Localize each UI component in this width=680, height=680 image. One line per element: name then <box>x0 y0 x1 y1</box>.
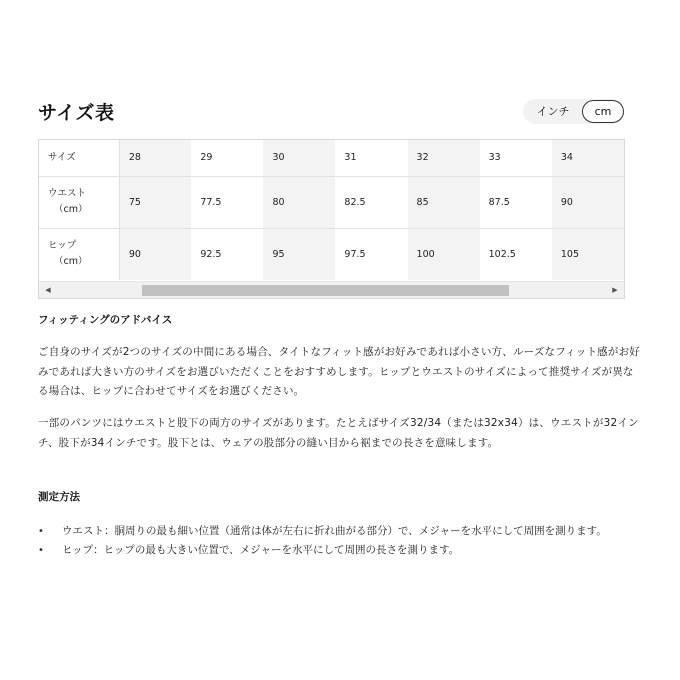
table-cell: 90 <box>119 228 191 280</box>
table-row <box>39 228 624 280</box>
table-cell: 34 <box>552 140 624 176</box>
list-item <box>38 522 642 541</box>
page-title: サイズ表 <box>38 102 115 124</box>
row-header-unit: （cm） <box>54 204 88 215</box>
measurement-heading: 測定方法 <box>38 491 80 503</box>
table-cell: 97.5 <box>344 248 366 260</box>
table-cell: 28 <box>119 140 191 176</box>
table-cell: 100 <box>408 228 480 280</box>
fitting-advice-paragraph-1: ご自身のサイズが2つのサイズの中間にある場合、タイトなフィット感がお好みであれば小さい方、ルーズなフィット感がお好みであれば大きい方のサイズをお選びいただくことをおすすめします。ヒップとウエストのサイズによって推奨サイズが異なる場合は、ヒップに合わせてサイズをお選びください。 <box>38 346 640 397</box>
unit-inch-button[interactable]: インチ <box>536 105 570 118</box>
bullet-icon: • <box>38 545 44 556</box>
size-table-container[interactable] <box>38 139 625 299</box>
table-cell: 31 <box>335 140 407 176</box>
list-item <box>38 541 642 560</box>
table-cell: 77.5 <box>191 176 263 228</box>
table-cell: 33 <box>480 140 552 176</box>
measurement-list <box>38 522 642 560</box>
size-table <box>39 140 624 280</box>
scroll-left-icon[interactable]: ◀ <box>45 286 51 294</box>
table-cell: 102.5 <box>488 248 516 260</box>
size-guide-page <box>38 0 642 680</box>
table-cell: 80 <box>263 176 335 228</box>
table-cell: 29 <box>191 140 263 176</box>
table-cell: 75 <box>119 176 191 228</box>
row-header-cell <box>39 176 119 228</box>
row-header-label: ヒップ <box>48 240 77 252</box>
table-cell: 82.5 <box>335 176 407 228</box>
bullet-icon: • <box>38 526 44 537</box>
unit-toggle <box>523 99 624 124</box>
row-header-unit: （cm） <box>54 256 88 268</box>
table-cell: 92.5 <box>200 248 222 260</box>
row-header-cell <box>39 228 119 280</box>
table-cell: 32 <box>408 140 480 176</box>
table-row <box>39 176 624 228</box>
table-cell: 105 <box>552 228 624 280</box>
row-header-label: ウエスト <box>48 188 87 199</box>
unit-cm-button[interactable]: cm <box>582 100 624 123</box>
row-header-cell <box>39 140 119 176</box>
row-header-label: サイズ <box>48 151 76 163</box>
table-cell: 95 <box>263 228 335 280</box>
table-cell: 90 <box>552 176 624 228</box>
table-cell: 85 <box>408 176 480 228</box>
fitting-advice-heading: フィッティングのアドバイス <box>38 314 173 326</box>
measurement-waist-text: ウエスト：胴周りの最も細い位置（通常は体が左右に折れ曲がる部分）で、メジャーを水平にして周囲を測ります。 <box>62 525 607 537</box>
scrollbar-thumb[interactable] <box>142 285 509 296</box>
fitting-advice-paragraph-2: 一部のパンツにはウエストと股下の両方のサイズがあります。たとえばサイズ32/34（または32x34）は、ウエストが32インチ、股下が34インチです。股下とは、ウェアの股部分の縫い目から裾までの長さを意味します。 <box>38 417 639 449</box>
table-row <box>39 140 624 176</box>
measurement-hip-text: ヒップ：ヒップの最も大きい位置で、メジャーを水平にして周囲の長さを測ります。 <box>62 544 460 556</box>
table-cell: 30 <box>263 140 335 176</box>
horizontal-scrollbar[interactable] <box>39 281 624 298</box>
scroll-right-icon[interactable]: ▶ <box>612 286 618 294</box>
table-cell: 87.5 <box>480 176 552 228</box>
